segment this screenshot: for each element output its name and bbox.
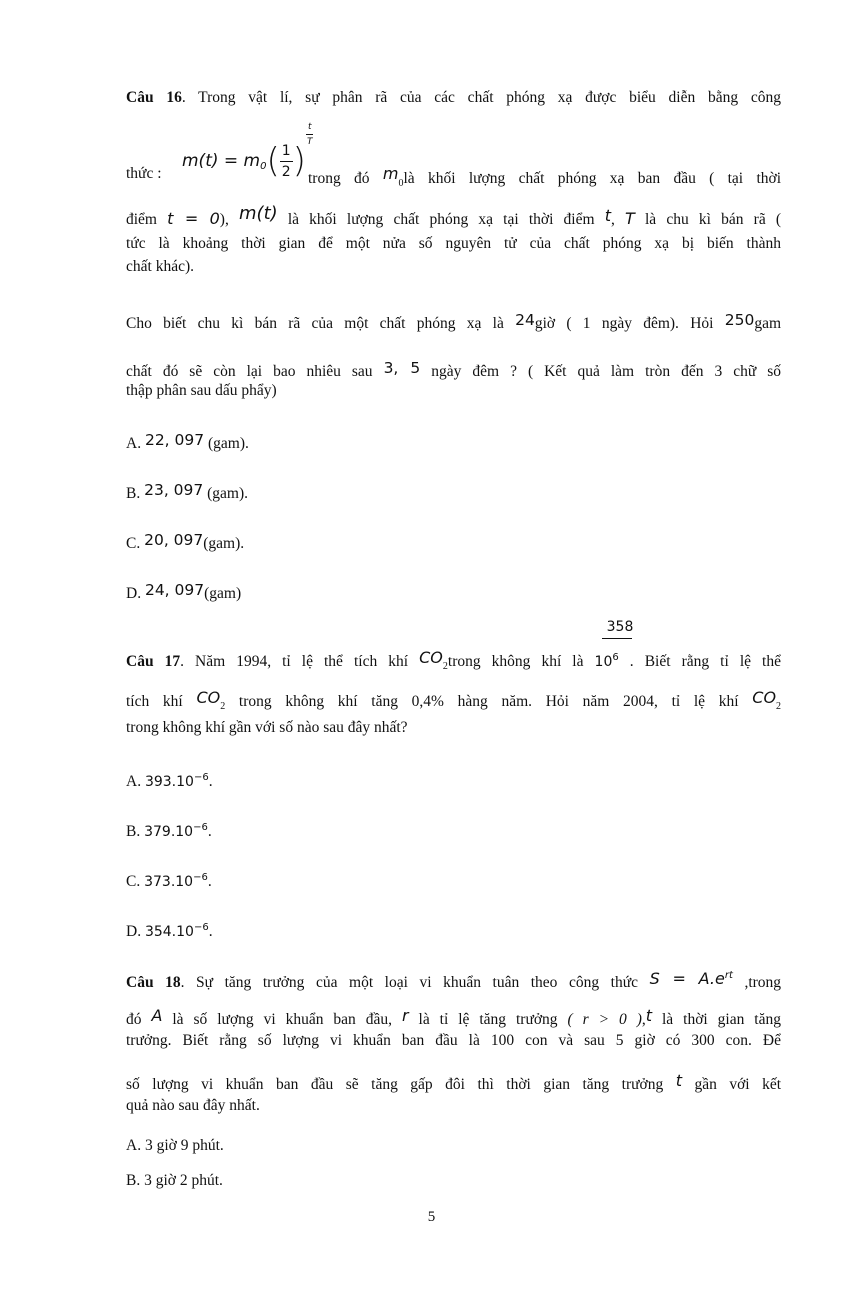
q17-option-b: B. $379.10^{-6}$. xyxy=(126,822,212,840)
q17-option-c: C. $373.10^{-6}$. xyxy=(126,872,212,890)
q16-line-1: Câu 16. Trong vật lí, sự phân rã của các chất phóng xạ được biểu diễn bằng công xyxy=(126,89,781,106)
q17-line-2: tích khí $CO_2$ trong không khí tăng 0,4% hàng năm. Hỏi năm 2004, tỉ lệ khí $CO_2$ xyxy=(126,688,782,712)
q16-line-5: chất khác). xyxy=(126,258,194,275)
q16-line-3: điểm t = 0), m(t) là khối lượng chất phóng xạ tại thời điểm t, T là chu kì bán rã ( xyxy=(126,203,782,228)
q16-option-c: C. 20, 097(gam). xyxy=(126,531,245,552)
q18-label: Câu 18 xyxy=(126,974,181,991)
q17-option-d: D. $354.10^{-6}$. xyxy=(126,922,213,940)
q17-option-a: A. $393.10^{-6}$. xyxy=(126,772,213,790)
q16-para2-line-1: Cho biết chu kì bán rã của một chất phóng xạ là 24giờ ( 1 ngày đêm). Hỏi 250gam xyxy=(126,311,781,332)
q18-line-2: đó A là số lượng vi khuẩn ban đầu, r là tỉ lệ tăng trưởng ( r > 0 ),t là thời gian tăng xyxy=(126,1006,781,1028)
q16-option-d: D. 24, 097(gam) xyxy=(126,581,242,602)
q18-line-5: quả nào sau đây nhất. xyxy=(126,1097,260,1114)
q16-label: Câu 16 xyxy=(126,89,182,106)
page-number: 5 xyxy=(427,1209,436,1225)
q16-thuc-label: thức : xyxy=(126,165,162,182)
q18-line-3: trưởng. Biết rằng số lượng vi khuẩn ban đầu là 100 con và sau 5 giờ có 300 con. Để xyxy=(126,1032,781,1049)
q17-label: Câu 17 xyxy=(126,653,181,670)
q16-para2-line-2: chất đó sẽ còn lại bao nhiêu sau 3, 5 ngày đêm ? ( Kết quả làm tròn đến 3 chữ số xyxy=(126,359,782,380)
q16-line-4: tức là khoảng thời gian để một nửa số nguyên tử của chất phóng xạ bị biến thành xyxy=(126,235,781,252)
q16-option-b: B. 23, 097 (gam). xyxy=(126,481,249,502)
q16-para2-line-3: thập phân sau dấu phẩy) xyxy=(126,382,277,399)
q18-option-b: B. 3 giờ 2 phút. xyxy=(126,1172,223,1189)
q18-option-a: A. 3 giờ 9 phút. xyxy=(126,1137,224,1154)
q18-line-4: số lượng vi khuẩn ban đầu sẽ tăng gấp đôi thì thời gian tăng trưởng t gần với kết xyxy=(126,1071,782,1093)
q17-line-3: trong không khí gần với số nào sau đây nhất? xyxy=(126,719,408,736)
q18-line-1: Câu 18. Sự tăng trưởng của một loại vi khuẩn tuân theo công thức $S = A.e^{rt}$ ,trong xyxy=(126,969,782,991)
q16-line-2: trong đó $m_0là$ khối lượng chất phóng xạ ban đầu ( tại thời xyxy=(308,164,781,189)
q16-decay-formula: $m(t) = m_0$( $\frac{1}{2}$ ) $\frac{t}{T}$ xyxy=(182,122,313,181)
q17-fraction-num: 358 xyxy=(606,619,634,635)
q17-fraction-bar xyxy=(602,638,632,639)
q16-option-a: A. 22, 097 (gam). xyxy=(126,431,249,452)
q17-line-1: Câu 17. Năm 1994, tỉ lệ thể tích khí $CO_2trong$ không khí là $10^6$ . Biết rằng tỉ lệ thể xyxy=(126,648,781,672)
